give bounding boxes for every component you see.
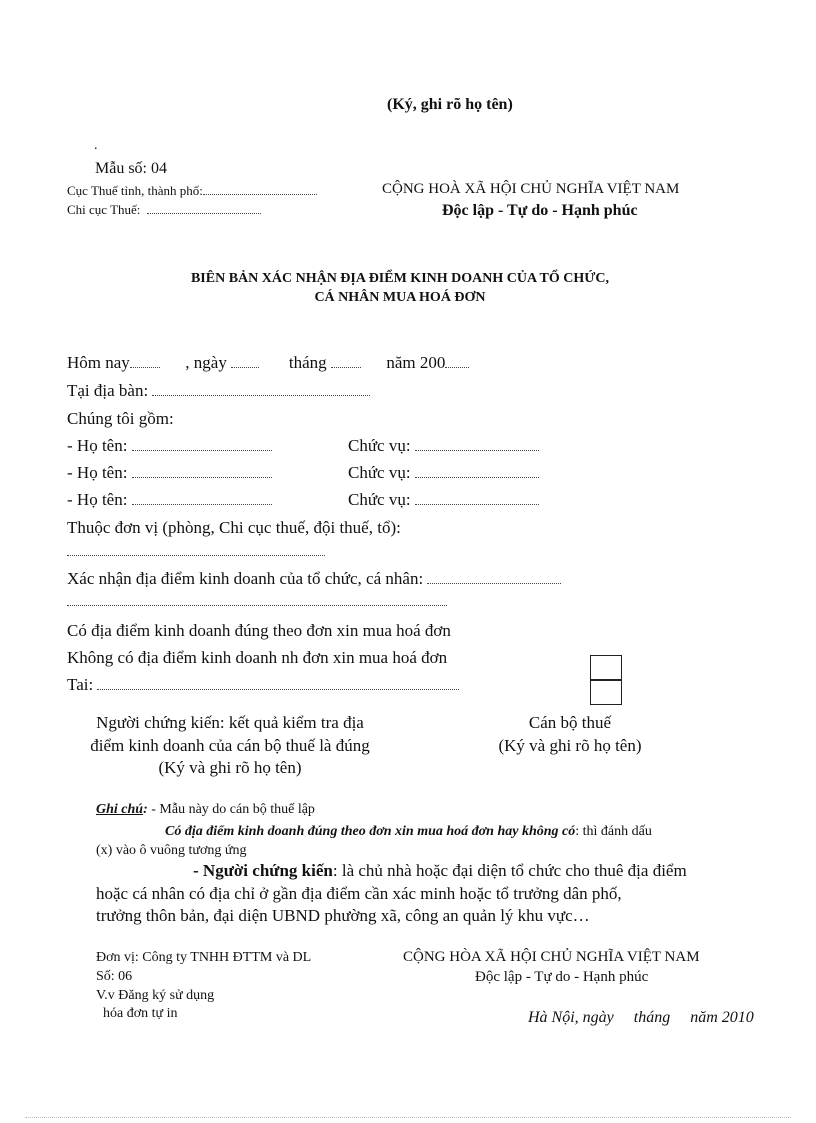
note-line1: Ghi chú: - Mẫu này do cán bộ thuế lập — [96, 802, 315, 817]
page-footer-divider — [25, 1117, 791, 1118]
we-include: Chúng tôi gồm: — [67, 409, 174, 428]
note-label: Ghi chú — [96, 802, 144, 817]
letter-motto: Độc lập - Tự do - Hạnh phúc — [475, 969, 649, 985]
witness-signature-line2: điểm kinh doanh của cán bộ thuế là đúng — [90, 736, 370, 755]
witness-signature-line1: Người chứng kiến: kết quả kiểm tra địa — [96, 713, 364, 732]
unit-line: Thuộc đơn vị (phòng, Chi cục thuế, đội thuế, tổ): — [67, 518, 401, 537]
option-no-location: Không có địa điểm kinh doanh nh đơn xin mua hoá đơn — [67, 648, 448, 667]
member-position-2: Chức vụ: — [348, 463, 539, 483]
nation-title: CỘNG HOÀ XÃ HỘI CHỦ NGHĨA VIỆT NAM — [382, 181, 680, 197]
note-line2: Có địa điểm kinh doanh đúng theo đơn xin mua hoá đơn hay không có: thì đánh dấu — [165, 824, 652, 839]
confirm-line: Xác nhận địa điểm kinh doanh của tổ chức, cá nhân: — [67, 569, 561, 589]
confirm-fill-dots — [67, 605, 447, 606]
member-position-1: Chức vụ: — [348, 436, 539, 456]
letter-date: Hà Nội, ngày tháng năm 2010 — [528, 1009, 754, 1026]
note-witness-line3: trưởng thôn bản, đại diện UBND phường xã, công an quản lý khu vực… — [96, 906, 590, 925]
date-line: Hôm nay , ngày tháng năm 200 — [67, 353, 469, 373]
document-title-line1: BIÊN BẢN XÁC NHẬN ĐỊA ĐIỂM KINH DOANH CỦA TỔ CHỨC, — [190, 271, 610, 286]
unit-fill-dots — [67, 555, 325, 556]
note-witness-line1: - Người chứng kiến: là chủ nhà hoặc đại diện tổ chức cho thuê địa điểm — [193, 861, 687, 880]
top-signature-note: (Ký, ghi rõ họ tên) — [387, 96, 513, 113]
tax-dept-province: Cục Thuế tỉnh, thành phố: — [67, 183, 317, 199]
note-witness-line2: hoặc cá nhân có địa chỉ ở gần địa điểm cần xác minh hoặc tổ trưởng dân phố, — [96, 884, 622, 903]
form-number: Mẫu số: 04 — [95, 160, 167, 177]
officer-signature-line1: Cán bộ thuế — [528, 713, 612, 732]
document-title-line2: CÁ NHÂN MUA HOÁ ĐƠN — [314, 290, 486, 305]
letter-nation-title: CỘNG HÒA XÃ HỘI CHỦ NGHĨA VIỆT NAM — [403, 949, 700, 965]
checkbox-no-location[interactable] — [590, 679, 622, 705]
letter-subject-line2: hóa đơn tự in — [103, 1006, 178, 1021]
member-name-2: - Họ tên: — [67, 463, 272, 483]
option-has-location: Có địa điểm kinh doanh đúng theo đơn xin mua hoá đơn — [67, 621, 451, 640]
letter-subject-line1: V.v Đăng ký sử dụng — [96, 988, 215, 1003]
note-line3: (x) vào ô vuông tương ứng — [96, 843, 247, 858]
officer-signature-line2: (Ký và ghi rõ họ tên) — [498, 736, 642, 755]
letter-unit: Đơn vị: Công ty TNHH ĐTTM và DL — [96, 950, 312, 965]
member-position-3: Chức vụ: — [348, 490, 539, 510]
witness-signature-line3: (Ký và ghi rõ họ tên) — [158, 758, 302, 777]
tax-subdept: Chi cục Thuế: — [67, 202, 261, 218]
member-name-1: - Họ tên: — [67, 436, 272, 456]
stray-dot: . — [94, 138, 98, 153]
letter-number: Số: 06 — [96, 969, 133, 984]
member-name-3: - Họ tên: — [67, 490, 272, 510]
checkbox-has-location[interactable] — [590, 655, 622, 681]
at-line: Tai: — [67, 675, 459, 695]
nation-motto: Độc lập - Tự do - Hạnh phúc — [442, 202, 638, 219]
location-line: Tại địa bàn: — [67, 381, 370, 401]
